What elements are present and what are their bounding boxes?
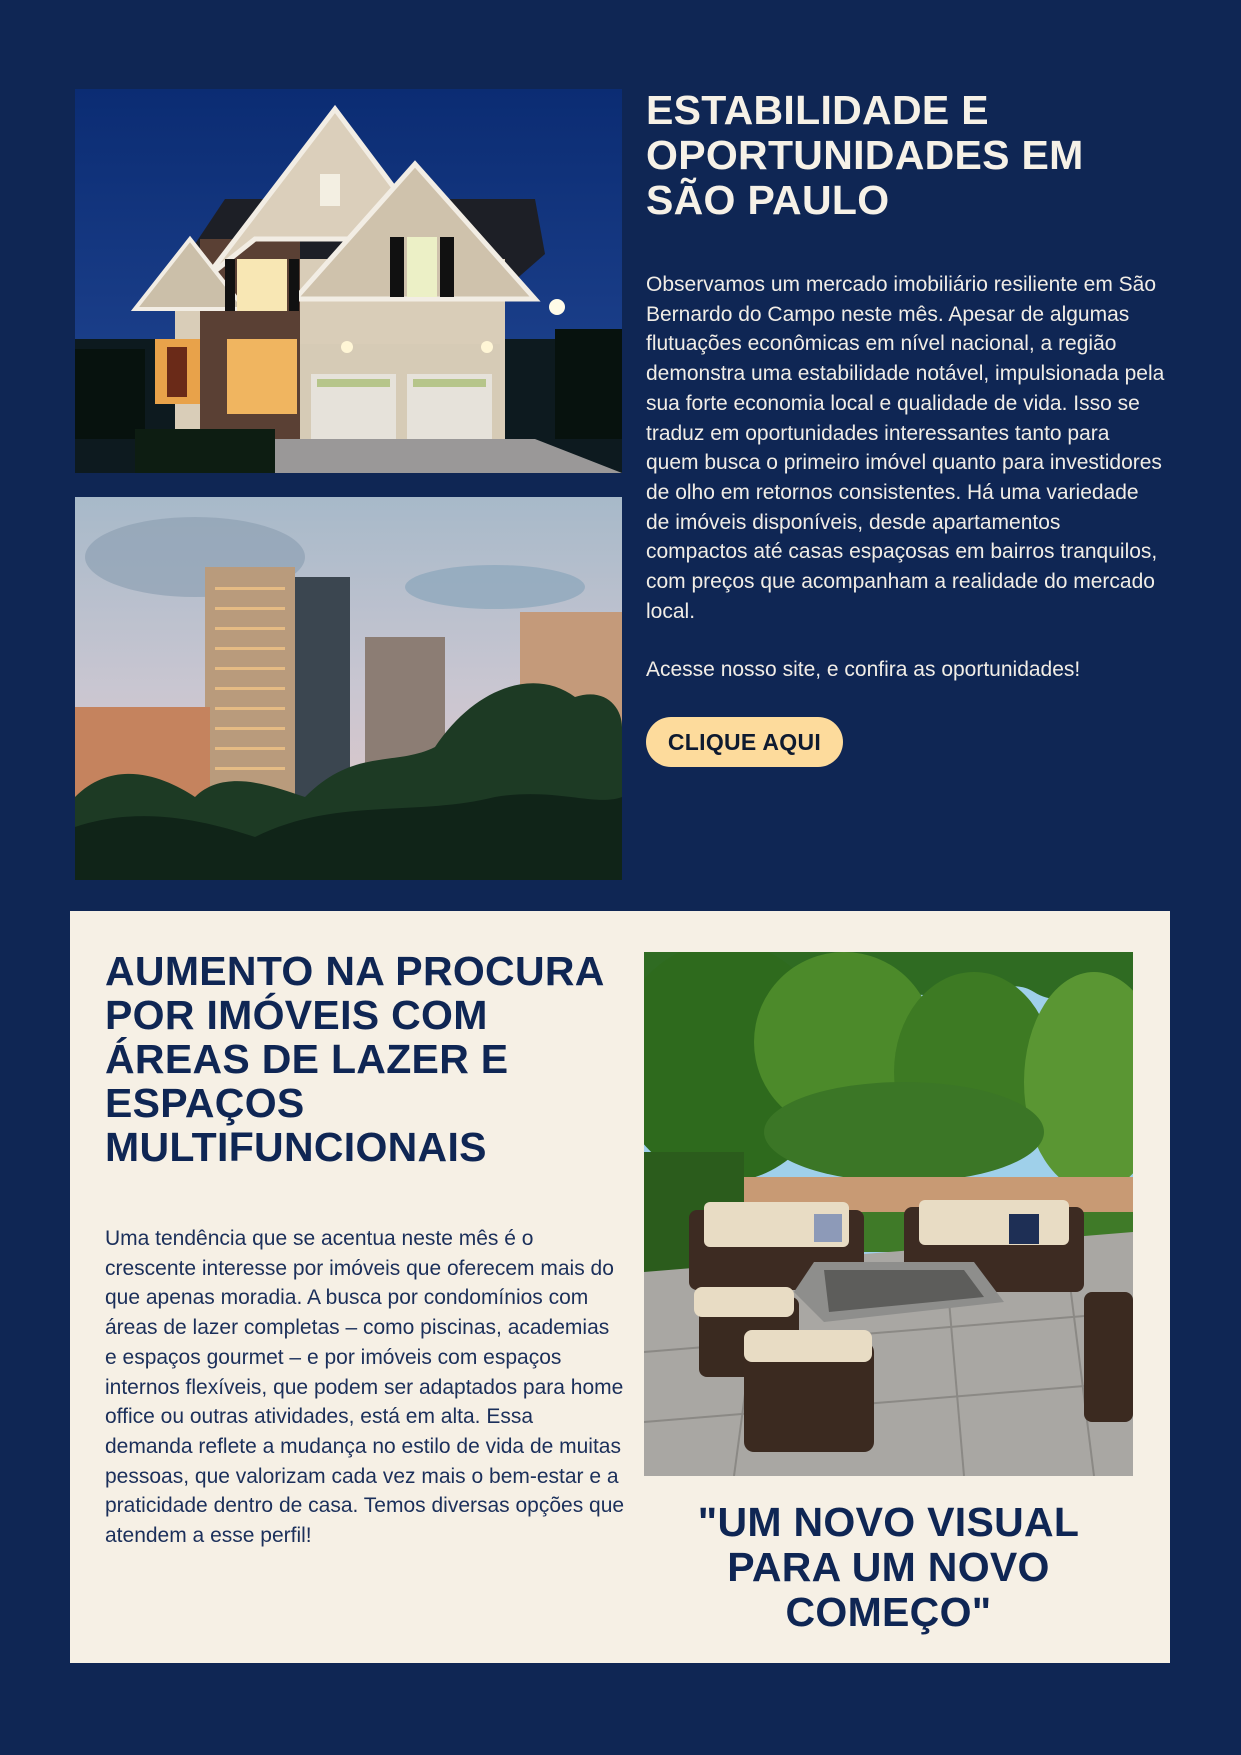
body-text-stability bbox=[646, 270, 1166, 685]
paragraph-leisure-trend: Uma tendência que se acentua neste mês é o crescente interesse por imóveis que oferecem mais do que apenas moradia. A busca por condomínios com áreas de lazer completas – como piscinas, academias e espaços gourmet – e por imóveis com espaços internos flexíveis, que podem ser adaptados para home office ou outras atividades, está em alta. Essa demanda reflete a mudança no estilo de vida de muitas pessoas, que valorizam cada vez mais o bem-estar e a praticidade dentro de casa. Temos diversas opções que atendem a esse perfil! bbox=[105, 1227, 625, 1548]
paragraph-market: Observamos um mercado imobiliário resiliente em São Bernardo do Campo neste mês. Apesar de algumas flutuações econômicas em nível nacional, a região demonstra uma estabilidade notável, impulsionada pela sua forte economia local e qualidade de vida. Isso se traduz em oportunidades interessantes tanto para quem busca o primeiro imóvel quanto para investidores de olho em retornos consistentes. Há uma variedade de imóveis disponíveis, desde apartamentos compactos até casas espaçosas em bairros tranquilos, com preços que acompanham a realidade do mercado local. bbox=[646, 273, 1165, 623]
house-night-photo bbox=[75, 89, 622, 473]
headline-stability: ESTABILIDADE E OPORTUNIDADES EM SÃO PAULO bbox=[646, 87, 1084, 223]
outdoor-patio-photo bbox=[644, 952, 1133, 1476]
click-here-button[interactable]: CLIQUE AQUI bbox=[646, 717, 843, 767]
headline-leisure-demand: AUMENTO NA PROCURA POR IMÓVEIS COM ÁREAS DE LAZER E ESPAÇOS MULTIFUNCIONAIS bbox=[105, 948, 604, 1170]
apartment-towers-photo bbox=[75, 497, 622, 880]
paragraph-call-to-action: Acesse nosso site, e confira as oportunidades! bbox=[646, 658, 1081, 682]
quote-new-look: "UM NOVO VISUAL PARA UM NOVO COMEÇO" bbox=[697, 1499, 1080, 1635]
